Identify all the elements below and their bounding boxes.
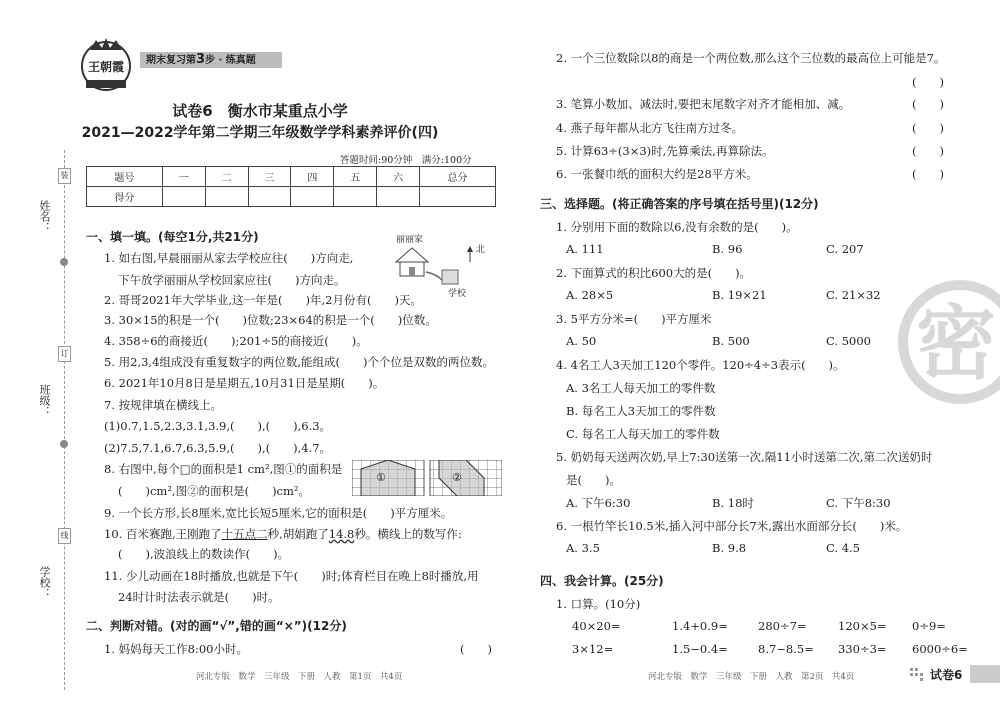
choice-option: A. 3.5 bbox=[566, 541, 600, 555]
table-cell: 三 bbox=[248, 167, 291, 187]
choice-option: B. 18时 bbox=[712, 496, 754, 510]
calc-item: 1.4+0.9= bbox=[672, 619, 728, 633]
question-judge-1: 1. 妈妈每天工作8:00小时。 bbox=[104, 642, 248, 656]
answer-paren[interactable]: ( ) bbox=[460, 642, 492, 656]
binding-dot bbox=[60, 258, 68, 266]
question-judge-5: 5. 计算63÷(3×3)时,先算乘法,再算除法。 bbox=[556, 144, 774, 158]
choice-option: A. 3名工人每天加工的零件数 bbox=[566, 381, 716, 395]
table-cell: 四 bbox=[291, 167, 334, 187]
name-label: 姓名： bbox=[38, 200, 51, 233]
calc-item: 120×5= bbox=[838, 619, 887, 633]
question-fill-3: 3. 30×15的积是一个( )位数;23×64的积是一个( )位数。 bbox=[104, 313, 437, 327]
binding-dot bbox=[60, 440, 68, 448]
question-judge-6: 6. 一张餐巾纸的面积大约是28平方米。 bbox=[556, 167, 758, 181]
score-input-cell[interactable] bbox=[291, 187, 334, 207]
score-input-cell[interactable] bbox=[205, 187, 248, 207]
question-fill-8a: 8. 右图中,每个□的面积是1 cm²,图①的面积是 bbox=[104, 462, 343, 476]
oral-calc-title: 1. 口算。(10分) bbox=[556, 597, 641, 611]
question-judge-3: 3. 笔算小数加、减法时,要把末尾数字对齐才能相加、减。 bbox=[556, 97, 851, 111]
calc-item: 330÷3= bbox=[838, 642, 887, 656]
brand-logo bbox=[76, 34, 136, 94]
choice-option: A. 50 bbox=[566, 334, 597, 348]
footer-page-1: 河北专版 数学 三年级 下册 人教 第1页 共4页 bbox=[196, 672, 403, 682]
figure-1-label: ① bbox=[376, 471, 386, 484]
calc-item: 1.5−0.4= bbox=[672, 642, 728, 656]
binding-mark: 订 bbox=[58, 346, 71, 362]
choice-option: B. 500 bbox=[712, 334, 750, 348]
map-school-label: 学校 bbox=[448, 289, 467, 299]
question-fill-11a: 11. 少儿动画在18时播放,也就是下午( )时;体育栏目在晚上8时播放,用 bbox=[104, 569, 479, 583]
calc-item: 0÷9= bbox=[912, 619, 946, 633]
question-fill-2: 2. 哥哥2021年大学毕业,这一年是( )年,2月份有( )天。 bbox=[104, 293, 422, 307]
footer-paper-tag: 试卷6 bbox=[930, 668, 963, 682]
question-fill-4: 4. 358÷6的商接近( );201÷5的商接近( )。 bbox=[104, 334, 368, 348]
answer-paren[interactable]: ( ) bbox=[912, 167, 944, 181]
table-cell: 一 bbox=[162, 167, 205, 187]
question-choice-4: 4. 4名工人3天加工120个零件。120÷4÷3表示( )。 bbox=[556, 358, 845, 372]
table-cell: 五 bbox=[334, 167, 377, 187]
choice-option: C. 下午8:30 bbox=[826, 496, 891, 510]
map-figure bbox=[392, 232, 492, 300]
school-label: 学校： bbox=[38, 566, 51, 599]
question-fill-10a: 10. 百米赛跑,王刚跑了十五点二秒,胡娟跑了14.8秒。横线上的数写作: bbox=[104, 527, 462, 541]
section-title-judge: 二、判断对错。(对的画“√”,错的画“×”)(12分) bbox=[86, 619, 347, 633]
logo-text: 王朝霞 bbox=[87, 60, 124, 74]
calc-item: 6000÷6= bbox=[912, 642, 968, 656]
calc-item: 280÷7= bbox=[758, 619, 807, 633]
answer-paren[interactable]: ( ) bbox=[912, 121, 944, 135]
footer-page-2: 河北专版 数学 三年级 下册 人教 第2页 共4页 bbox=[648, 672, 855, 682]
question-fill-6: 6. 2021年10月8日是星期五,10月31日是星期( )。 bbox=[104, 376, 385, 390]
choice-option: B. 19×21 bbox=[712, 288, 767, 302]
question-fill-7b: (2)7.5,7.1,6.7,6.3,5.9,( ),( ),4.7。 bbox=[104, 441, 332, 455]
question-judge-2: 2. 一个三位数除以8的商是一个两位数,那么这个三位数的最高位上可能是7。 bbox=[556, 51, 946, 65]
score-input-cell[interactable] bbox=[420, 187, 496, 207]
answer-paren[interactable]: ( ) bbox=[912, 144, 944, 158]
area-grid-figure bbox=[352, 460, 502, 496]
score-input-cell[interactable] bbox=[377, 187, 420, 207]
answer-paren[interactable]: ( ) bbox=[912, 75, 944, 89]
table-cell: 得分 bbox=[87, 187, 163, 207]
answer-paren[interactable]: ( ) bbox=[912, 97, 944, 111]
score-table bbox=[86, 166, 496, 207]
exam-info: 答题时间:90分钟 满分:100分 bbox=[340, 155, 472, 166]
choice-option: B. 每名工人3天加工的零件数 bbox=[566, 404, 716, 418]
question-choice-3: 3. 5平方分米=( )平方厘米 bbox=[556, 312, 712, 326]
calc-item: 8.7−8.5= bbox=[758, 642, 814, 656]
choice-option: B. 96 bbox=[712, 242, 743, 256]
calc-item: 3×12= bbox=[572, 642, 614, 656]
score-table-score-row bbox=[87, 187, 496, 207]
question-judge-4: 4. 燕子每年都从北方飞往南方过冬。 bbox=[556, 121, 744, 135]
map-north-label: 北 bbox=[476, 245, 486, 255]
question-fill-5: 5. 用2,3,4组成没有重复数字的两位数,能组成( )个个位是双数的两位数。 bbox=[104, 355, 495, 369]
binding-line bbox=[64, 150, 65, 690]
question-fill-9: 9. 一个长方形,长8厘米,宽比长短5厘米,它的面积是( )平方厘米。 bbox=[104, 506, 453, 520]
section-title-choice: 三、选择题。(将正确答案的序号填在括号里)(12分) bbox=[540, 197, 819, 211]
question-choice-1: 1. 分别用下面的数除以6,没有余数的是( )。 bbox=[556, 220, 798, 234]
question-fill-11b: 24时计时法表示就是( )时。 bbox=[118, 590, 280, 604]
class-label: 班级： bbox=[38, 384, 51, 417]
decorative-dots bbox=[910, 668, 926, 682]
score-input-cell[interactable] bbox=[334, 187, 377, 207]
question-choice-6: 6. 一根竹竿长10.5米,插入河中部分长7米,露出水面部分长( )米。 bbox=[556, 519, 908, 533]
seal-stamp bbox=[898, 280, 1000, 404]
choice-option: C. 5000 bbox=[826, 334, 871, 348]
header-banner: 期末复习第3步 · 练真题 bbox=[140, 52, 282, 68]
section-title-calc: 四、我会计算。(25分) bbox=[540, 574, 664, 588]
footer-decoration bbox=[970, 665, 1000, 683]
section-title-fill: 一、填一填。(每空1分,共21分) bbox=[86, 230, 259, 244]
question-choice-2: 2. 下面算式的积比600大的是( )。 bbox=[556, 266, 752, 280]
table-cell: 总分 bbox=[420, 167, 496, 187]
choice-option: C. 每名工人每天加工的零件数 bbox=[566, 427, 720, 441]
choice-option: A. 28×5 bbox=[566, 288, 614, 302]
choice-option: C. 4.5 bbox=[826, 541, 860, 555]
binding-mark: 线 bbox=[58, 528, 71, 544]
question-choice-5a: 5. 奶奶每天送两次奶,早上7:30送第一次,隔11小时送第二次,第二次送奶时 bbox=[556, 450, 933, 464]
figure-2-label: ② bbox=[452, 471, 462, 484]
question-fill-8b: ( )cm²,图②的面积是( )cm²。 bbox=[118, 484, 311, 498]
table-cell: 题号 bbox=[87, 167, 163, 187]
calc-item: 40×20= bbox=[572, 619, 621, 633]
exam-subtitle: 2021—2022学年第二学期三年级数学学科素养评价(四) bbox=[81, 125, 439, 141]
table-cell: 六 bbox=[377, 167, 420, 187]
seal-stamp-text: 密 bbox=[916, 297, 996, 390]
question-fill-7a: (1)0.7,1.5,2.3,3.1,3.9,( ),( ),6.3。 bbox=[104, 419, 332, 433]
map-home-label: 丽丽家 bbox=[396, 235, 424, 245]
score-table-header-row bbox=[87, 167, 496, 187]
question-fill-7: 7. 按规律填在横线上。 bbox=[104, 398, 223, 412]
choice-option: A. 下午6:30 bbox=[566, 496, 631, 510]
choice-option: C. 21×32 bbox=[826, 288, 881, 302]
choice-option: A. 111 bbox=[566, 242, 604, 256]
question-fill-1a: 1. 如右图,早晨丽丽从家去学校应往( )方向走, bbox=[104, 251, 354, 265]
question-fill-1b: 下午放学丽丽从学校回家应往( )方向走。 bbox=[118, 273, 346, 287]
choice-option: B. 9.8 bbox=[712, 541, 747, 555]
choice-option: C. 207 bbox=[826, 242, 864, 256]
question-choice-5b: 是( )。 bbox=[566, 473, 621, 487]
score-input-cell[interactable] bbox=[248, 187, 291, 207]
binding-mark: 装 bbox=[58, 168, 71, 184]
exam-title: 试卷6 衡水市某重点小学 bbox=[172, 102, 348, 120]
table-cell: 二 bbox=[205, 167, 248, 187]
question-fill-10b: ( ),波浪线上的数读作( )。 bbox=[118, 547, 290, 561]
score-input-cell[interactable] bbox=[162, 187, 205, 207]
